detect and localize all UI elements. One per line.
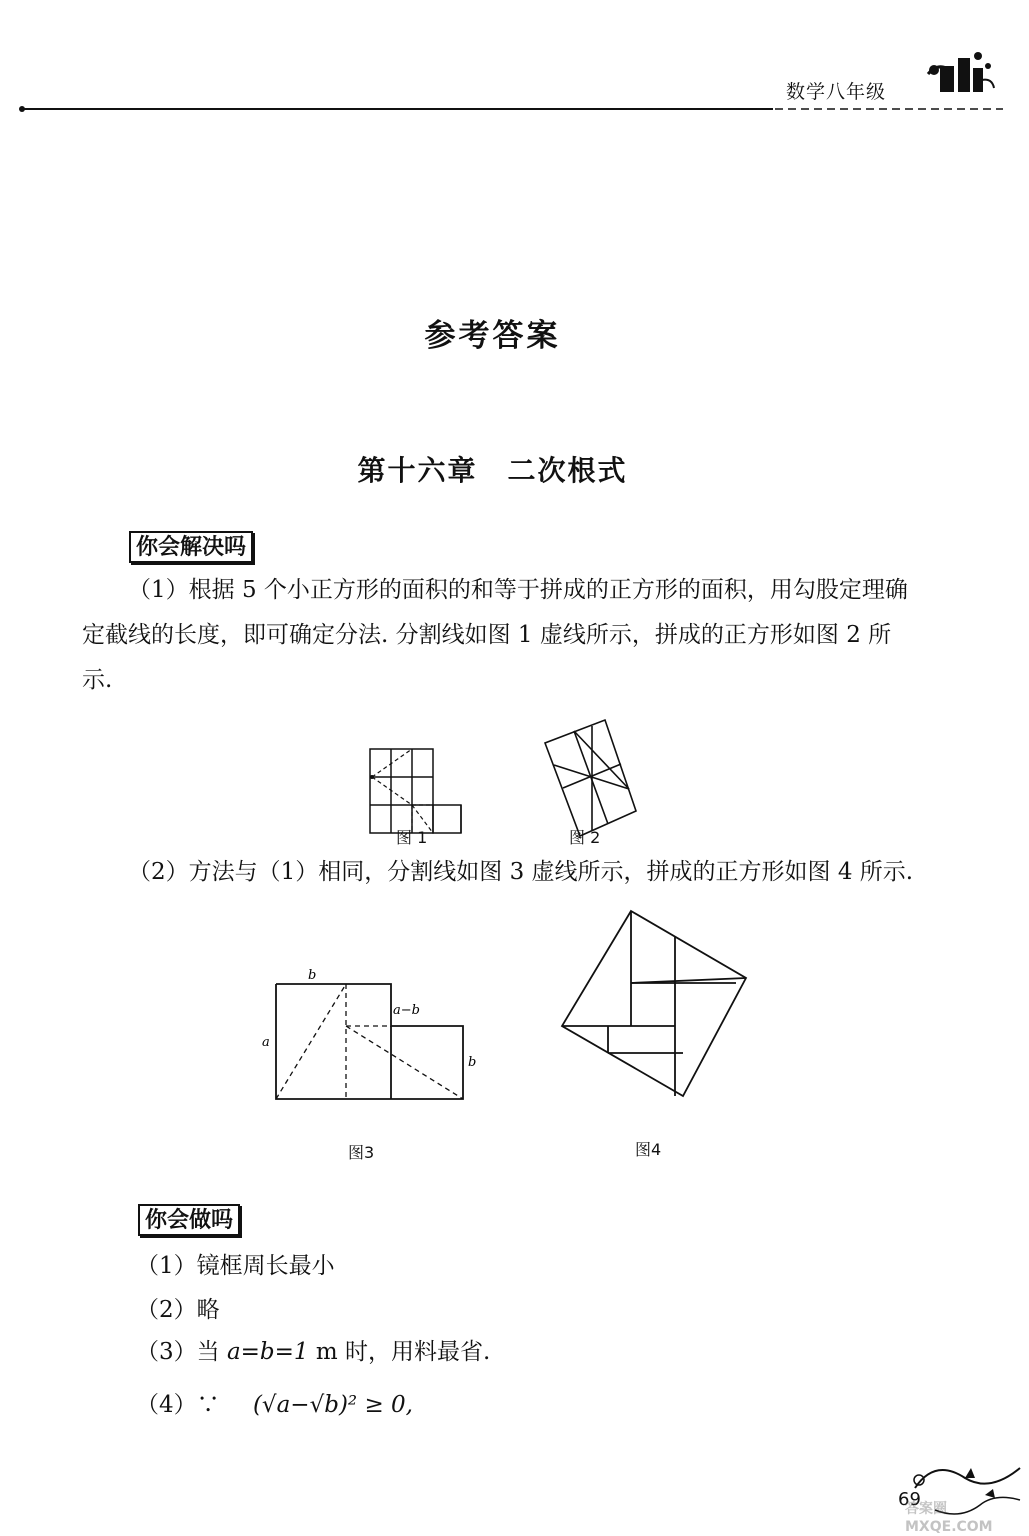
answer-item-4-math: (√a−√b)² ≥ 0, — [252, 1392, 413, 1418]
page-number: 69 — [898, 1489, 921, 1510]
answer-item-4 — [136, 1390, 413, 1420]
document-title: 参考答案 — [424, 318, 561, 354]
figure-2-caption: 图 2 — [569, 828, 601, 847]
figure-1-diagram — [368, 747, 464, 835]
chapter-title: 第十六章 二次根式 — [357, 454, 628, 487]
answer-item-3-prefix: （3）当 — [136, 1339, 220, 1365]
answer-item-2: （2）略 — [136, 1297, 220, 1323]
answer-item-3-math: a=b=1 — [226, 1339, 309, 1365]
figure-3 — [256, 966, 486, 1106]
fig3-label-diff: a−b — [393, 1003, 420, 1018]
figure-1 — [368, 747, 464, 835]
answer-item-4-prefix: （4）∵ — [136, 1392, 220, 1418]
section-heading-do: 你会做吗 — [138, 1204, 240, 1236]
figure-3-caption: 图3 — [348, 1143, 375, 1162]
header-ornament-icon — [918, 46, 998, 102]
header-rule-line — [18, 102, 1003, 116]
header-book-title: 数学八年级 — [786, 81, 887, 103]
figure-4 — [558, 908, 754, 1100]
section-heading-solve: 你会解决吗 — [129, 531, 253, 563]
figure-3-diagram — [256, 966, 486, 1106]
answer-item-3-suffix: m 时，用料最省. — [308, 1339, 491, 1365]
figure-4-diagram — [558, 908, 754, 1100]
fig3-label-top: b — [308, 968, 317, 983]
paragraph-2: （2）方法与（1）相同，分割线如图 3 虚线所示，拼成的正方形如图 4 所示. — [128, 859, 914, 885]
fig3-label-left: a — [262, 1035, 270, 1050]
figure-1-caption: 图 1 — [396, 828, 428, 847]
fig3-label-right: b — [468, 1055, 477, 1070]
figure-2-diagram — [543, 718, 639, 838]
answer-item-1: （1）镜框周长最小 — [136, 1253, 335, 1279]
figure-2 — [543, 718, 639, 838]
answer-item-3 — [136, 1337, 490, 1367]
watermark: 答案圈 MXQE.COM — [905, 1501, 993, 1535]
figure-4-caption: 图4 — [635, 1140, 662, 1159]
paragraph-1: （1）根据 5 个小正方形的面积的和等于拼成的正方形的面积，用勾股定理确定截线的长度，即可确定分法. 分割线如图 1 虚线所示，拼成的正方形如图 2 所示. — [82, 577, 908, 693]
